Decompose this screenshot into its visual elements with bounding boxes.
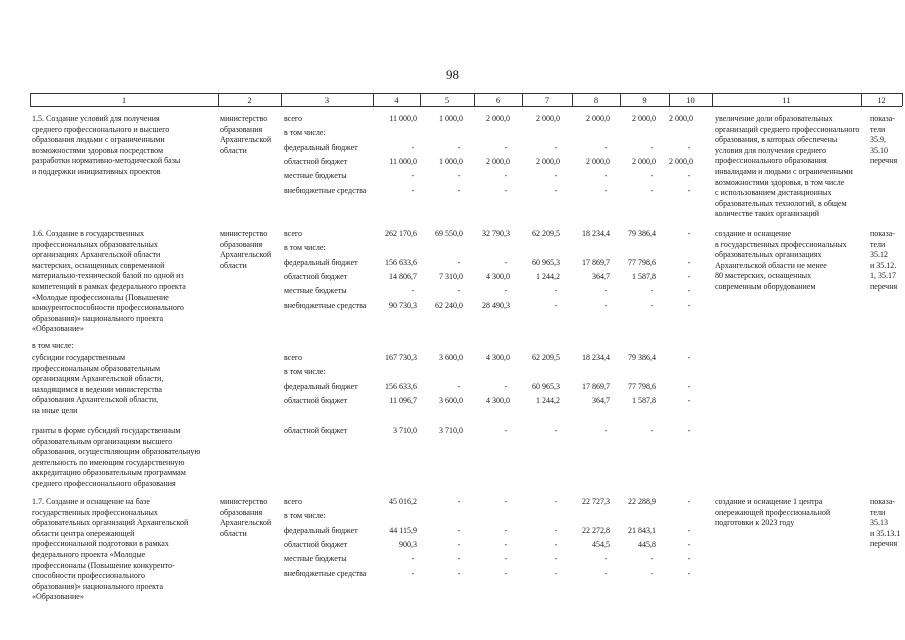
funding-value: - <box>687 300 691 310</box>
funding-value: 22 288,9 <box>628 497 656 506</box>
funding-value: - <box>687 353 691 362</box>
funding-value: - <box>687 568 691 578</box>
funding-value: 18 234,4 <box>582 229 610 238</box>
funding-value: - <box>411 142 415 152</box>
funding-value: - <box>604 171 608 181</box>
funding-value: - <box>504 185 508 195</box>
funding-source-label: в том числе: <box>284 367 326 377</box>
funding-value: 14 806,7 <box>389 271 417 281</box>
header-col-2: 2 <box>247 95 252 105</box>
funding-value: - <box>687 395 691 405</box>
funding-value: - <box>604 300 608 310</box>
funding-value: 445,8 <box>638 539 656 549</box>
funding-value: 4 300,0 <box>486 353 510 362</box>
funding-value: - <box>457 257 461 267</box>
activity-description: 1.6. Создание в государственных профессиональных образовательных организациях Архангельской области мастерских, оснащенных современной материально-технической базой по одной из компетенций в рамках федерального проекта «Молодые профессионалы (Повышение конкурентоспособности профессионального образования)» национального проекта «Образование» <box>32 229 186 334</box>
funding-value: - <box>554 497 558 506</box>
funding-value: - <box>504 568 508 578</box>
funding-value: - <box>687 497 691 506</box>
activity-description: в том числе: <box>32 341 74 350</box>
funding-value: - <box>687 185 691 195</box>
expected-result: создание и оснащение 1 центра опережающей профессиональной подготовки к 2023 году <box>715 497 831 528</box>
funding-value: 17 869,7 <box>582 257 610 267</box>
funding-value: 900,3 <box>399 539 417 549</box>
header-divider <box>572 93 573 106</box>
funding-value: 44 115,9 <box>389 525 417 535</box>
funding-value: 60 965,3 <box>532 257 560 267</box>
funding-value: 1 244,2 <box>536 271 560 281</box>
funding-value: - <box>604 142 608 152</box>
funding-value: - <box>604 426 608 435</box>
funding-value: - <box>687 539 691 549</box>
funding-value: 60 965,3 <box>532 381 560 391</box>
funding-value: 2 000,0 <box>486 156 510 166</box>
header-col-4: 4 <box>394 95 399 105</box>
funding-value: 79 386,4 <box>628 229 656 238</box>
responsible-executor: министерство образования Архангельской области <box>220 114 272 155</box>
funding-value: 1 244,2 <box>536 395 560 405</box>
funding-value: 1 000,0 <box>439 156 463 166</box>
funding-source-label: всего <box>284 497 303 506</box>
table-header-top-border <box>30 93 902 94</box>
header-divider <box>218 93 219 106</box>
funding-value: - <box>687 554 691 564</box>
funding-value: 454,5 <box>592 539 610 549</box>
funding-source-label: областной бюджет <box>284 271 348 281</box>
header-col-8: 8 <box>593 95 599 105</box>
funding-value: 77 798,6 <box>628 381 656 391</box>
funding-value: - <box>411 568 415 578</box>
funding-value: 69 550,0 <box>435 229 463 238</box>
funding-value: 18 234,4 <box>582 353 610 362</box>
funding-value: 62 240,0 <box>435 300 463 310</box>
funding-value: - <box>604 286 608 296</box>
funding-value: - <box>604 568 608 578</box>
funding-source-label: внебюджетные средства <box>284 185 367 195</box>
funding-value: - <box>554 185 558 195</box>
indicator-reference: показа- тели 35.9, 35.10 перечня <box>870 114 898 166</box>
funding-value: - <box>457 525 461 535</box>
funding-value: 2 000,0 <box>486 114 510 123</box>
header-divider <box>902 93 903 106</box>
funding-source-label: федеральный бюджет <box>284 525 358 535</box>
funding-value: - <box>457 171 461 181</box>
funding-value: - <box>457 497 461 506</box>
header-col-3: 3 <box>324 95 330 105</box>
funding-value: - <box>411 554 415 564</box>
funding-value: - <box>457 568 461 578</box>
funding-value: - <box>554 568 558 578</box>
funding-value: - <box>687 257 691 267</box>
funding-source-label: местные бюджеты <box>284 286 347 296</box>
indicator-reference: показа- тели 35.12 и 35.12. 1, 35.17 перечня <box>870 229 898 291</box>
funding-value: - <box>650 185 654 195</box>
funding-source-label: федеральный бюджет <box>284 257 358 267</box>
funding-value: 62 209,5 <box>532 229 560 238</box>
funding-source-label: в том числе: <box>284 511 326 521</box>
funding-source-label: местные бюджеты <box>284 554 347 564</box>
funding-value: 2 000,0 <box>536 114 560 123</box>
funding-value: 4 300,0 <box>486 271 510 281</box>
funding-source-label: местные бюджеты <box>284 171 347 181</box>
header-col-12: 12 <box>877 95 886 105</box>
funding-value: 364,7 <box>592 271 610 281</box>
funding-value: 62 209,5 <box>532 353 560 362</box>
funding-value: - <box>687 271 691 281</box>
funding-value: 2 000,0 <box>669 114 693 123</box>
funding-source-label: всего <box>284 114 303 123</box>
funding-value: - <box>504 554 508 564</box>
activity-description: 1.7. Создание и оснащение на базе государственных профессиональных образовательных организаций Архангельской области центра опережающей профессиональной подготовки в рамках федерального проекта «Молодые профессионалы (Повышение конкуренто- способности профессионального образования)» национального проекта «Образование» <box>32 497 189 602</box>
responsible-executor: министерство образования Архангельской области <box>220 229 272 270</box>
funding-value: - <box>504 257 508 267</box>
header-divider <box>373 93 374 106</box>
funding-value: 364,7 <box>592 395 610 405</box>
funding-value: 2 000,0 <box>586 114 610 123</box>
funding-source-label: федеральный бюджет <box>284 142 358 152</box>
funding-value: 2 000,0 <box>586 156 610 166</box>
funding-value: 2 000,0 <box>632 156 656 166</box>
funding-value: 2 000,0 <box>669 156 693 166</box>
funding-value: - <box>554 554 558 564</box>
header-col-5: 5 <box>444 95 450 105</box>
funding-value: - <box>604 185 608 195</box>
funding-value: - <box>554 525 558 535</box>
funding-value: 167 730,3 <box>385 353 417 362</box>
expected-result: создание и оснащение в государственных профессиональных образовательных организациях Архангельской области не менее 80 мастерских, оснащенных современным оборудованием <box>715 229 847 291</box>
funding-value: 90 730,3 <box>389 300 417 310</box>
activity-description: гранты в форме субсидий государственным образовательным организациям высшего образования, осуществляющим образовательную деятельность по имеющим государственную аккредитацию образовательным программам среднего профессионального образования <box>32 426 201 488</box>
funding-value: - <box>457 185 461 195</box>
funding-value: - <box>687 381 691 391</box>
funding-value: 79 386,4 <box>628 353 656 362</box>
funding-source-label: всего <box>284 229 303 238</box>
funding-value: - <box>504 286 508 296</box>
funding-value: 1 000,0 <box>439 114 463 123</box>
funding-value: 32 790,3 <box>482 229 510 238</box>
funding-value: - <box>650 142 654 152</box>
header-divider <box>281 93 282 106</box>
funding-value: - <box>554 539 558 549</box>
funding-source-label: федеральный бюджет <box>284 381 358 391</box>
header-divider <box>669 93 670 106</box>
funding-value: 77 798,6 <box>628 257 656 267</box>
funding-source-label: областной бюджет <box>284 156 348 166</box>
funding-value: - <box>504 426 508 435</box>
funding-value: 1 587,8 <box>632 395 656 405</box>
responsible-executor: министерство образования Архангельской области <box>220 497 272 538</box>
funding-value: 2 000,0 <box>536 156 560 166</box>
table-header-bottom-border <box>30 106 902 107</box>
funding-value: - <box>554 286 558 296</box>
funding-value: - <box>457 381 461 391</box>
funding-value: - <box>687 525 691 535</box>
header-col-6: 6 <box>495 95 501 105</box>
funding-value: - <box>554 142 558 152</box>
header-divider <box>30 93 31 106</box>
funding-value: - <box>411 171 415 181</box>
header-col-11: 11 <box>782 95 791 105</box>
activity-description: субсидии государственным профессиональным образовательным организациям Архангельской области, находящимся в ведении министерства образования Архангельской области, на иные цели <box>32 353 164 415</box>
funding-value: - <box>411 185 415 195</box>
funding-value: - <box>650 286 654 296</box>
funding-value: - <box>604 554 608 564</box>
funding-value: - <box>504 539 508 549</box>
funding-value: - <box>554 426 558 435</box>
header-col-10: 10 <box>686 95 695 105</box>
funding-value: - <box>687 142 691 152</box>
funding-value: - <box>457 539 461 549</box>
header-col-7: 7 <box>544 95 550 105</box>
funding-value: 3 710,0 <box>393 426 417 435</box>
funding-source-label: внебюджетные средства <box>284 300 367 310</box>
page-number: 98 <box>446 67 459 82</box>
funding-value: - <box>650 568 654 578</box>
funding-value: - <box>457 554 461 564</box>
funding-value: - <box>554 300 558 310</box>
funding-value: - <box>650 300 654 310</box>
header-divider <box>522 93 523 106</box>
funding-value: - <box>650 171 654 181</box>
funding-value: 11 000,0 <box>389 114 417 123</box>
funding-value: 11 000,0 <box>389 156 417 166</box>
header-col-1: 1 <box>121 95 127 105</box>
funding-source-label: областной бюджет <box>284 426 348 435</box>
funding-source-label: внебюджетные средства <box>284 568 367 578</box>
header-divider <box>620 93 621 106</box>
funding-value: 156 633,6 <box>385 381 417 391</box>
funding-source-label: в том числе: <box>284 243 326 253</box>
funding-value: 3 710,0 <box>439 426 463 435</box>
funding-value: 3 600,0 <box>439 353 463 362</box>
funding-value: - <box>650 554 654 564</box>
header-divider <box>420 93 421 106</box>
funding-value: - <box>687 426 691 435</box>
funding-value: - <box>504 497 508 506</box>
header-divider <box>474 93 475 106</box>
funding-value: 17 869,7 <box>582 381 610 391</box>
funding-source-label: областной бюджет <box>284 539 348 549</box>
funding-value: 262 170,6 <box>385 229 417 238</box>
funding-value: 4 300,0 <box>486 395 510 405</box>
funding-value: - <box>504 381 508 391</box>
funding-value: - <box>504 525 508 535</box>
funding-value: - <box>457 142 461 152</box>
funding-value: - <box>457 286 461 296</box>
funding-source-label: в том числе: <box>284 128 326 138</box>
header-divider <box>712 93 713 106</box>
funding-value: 2 000,0 <box>632 114 656 123</box>
funding-value: 21 843,1 <box>628 525 656 535</box>
funding-value: - <box>687 171 691 181</box>
funding-value: - <box>650 426 654 435</box>
funding-source-label: всего <box>284 353 303 362</box>
indicator-reference: показа- тели 35.13 и 35.13.1 перечня <box>870 497 901 549</box>
funding-value: 28 490,3 <box>482 300 510 310</box>
funding-value: 3 600,0 <box>439 395 463 405</box>
funding-value: - <box>687 286 691 296</box>
expected-result: увеличение доли образовательных организаций среднего профессионального образования, в которых обеспечены условия для получения среднего профессионального образования инвалидами и людьми с ограниченными возможностями здоровья, в том числе с использованием дистанционных образовательных технологий, в общем количестве таких организаций <box>715 114 860 219</box>
funding-value: - <box>687 229 691 238</box>
funding-value: 45 016,2 <box>389 497 417 506</box>
header-divider <box>861 93 862 106</box>
funding-value: - <box>411 286 415 296</box>
header-col-9: 9 <box>642 95 647 105</box>
funding-source-label: областной бюджет <box>284 395 348 405</box>
funding-value: - <box>504 142 508 152</box>
funding-value: - <box>554 171 558 181</box>
funding-value: 22 272,8 <box>582 525 610 535</box>
funding-value: 1 587,8 <box>632 271 656 281</box>
funding-value: 156 633,6 <box>385 257 417 267</box>
activity-description: 1.5. Создание условий для получения среднего профессионального и высшего образования людьми с ограниченными возможностями здоровья посредством разработки нормативно-методической базы и поддержки инициативных проектов <box>32 114 181 176</box>
funding-value: 22 727,3 <box>582 497 610 506</box>
funding-value: 7 310,0 <box>439 271 463 281</box>
funding-value: 11 096,7 <box>389 395 417 405</box>
funding-value: - <box>504 171 508 181</box>
